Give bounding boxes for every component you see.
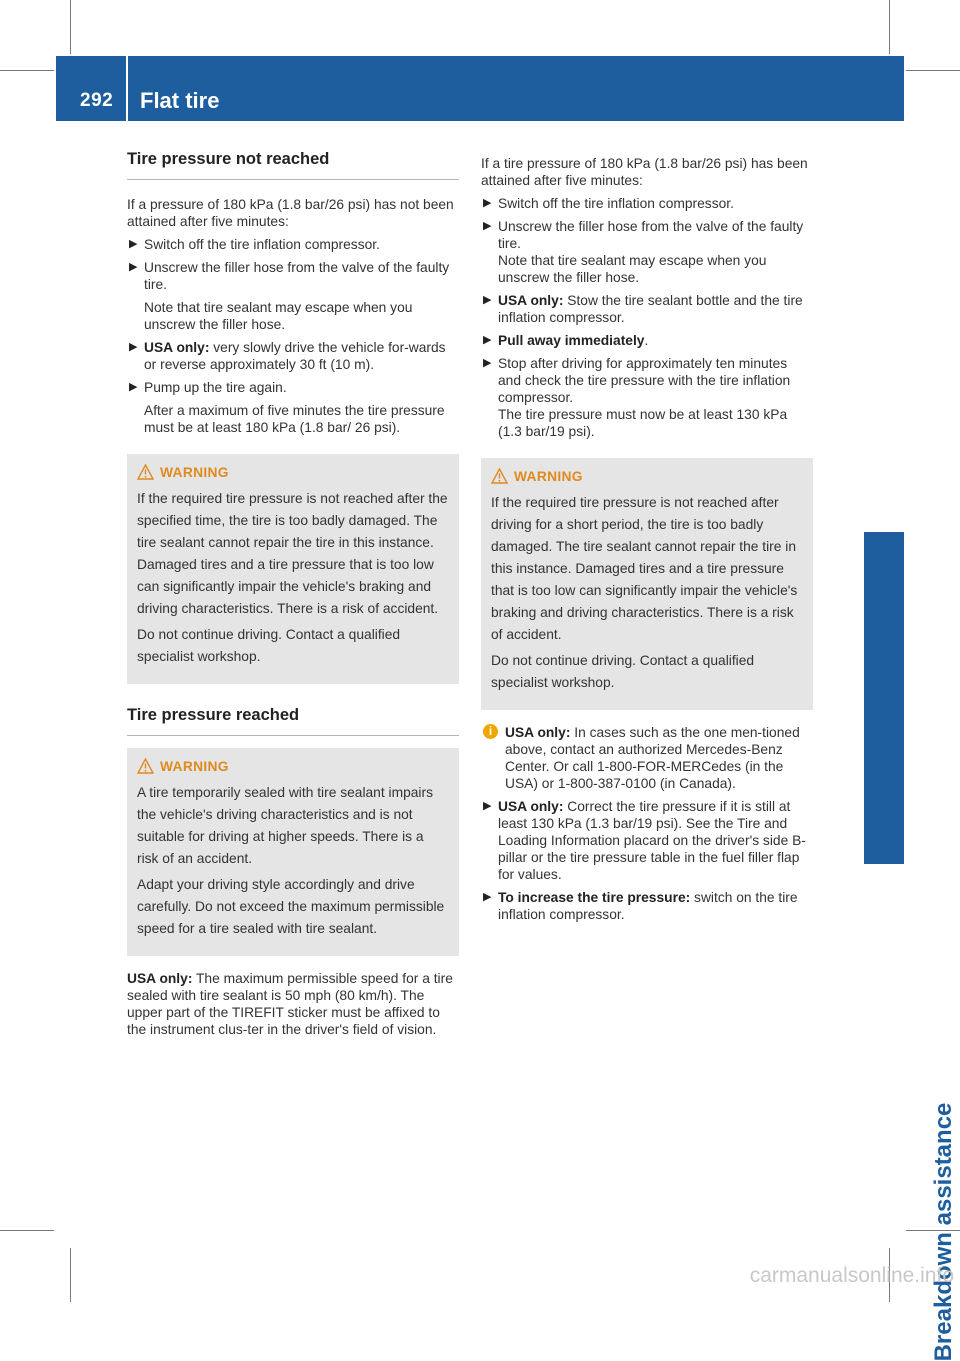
- arrow-icon: ▶: [483, 891, 492, 903]
- warning-title: WARNING: [160, 758, 229, 774]
- step-item: ▶ USA only: very slowly drive the vehicle for-wards or reverse approximately 30 ft (10 m).: [129, 340, 446, 372]
- info-icon: i: [483, 724, 498, 739]
- arrow-icon: ▶: [129, 261, 138, 273]
- arrow-icon: ▶: [483, 220, 492, 232]
- step-item: ▶ Switch off the tire inflation compressor.: [129, 237, 380, 252]
- warning-box: [127, 454, 459, 684]
- step-note: Note that tire sealant may escape when you unscrew the filler hose.: [144, 300, 413, 332]
- arrow-icon: ▶: [483, 294, 492, 306]
- arrow-icon: ▶: [483, 800, 492, 812]
- crop-mark: [70, 1248, 71, 1302]
- heading-tire-pressure-not-reached: Tire pressure not reached: [127, 150, 459, 180]
- arrow-icon: ▶: [129, 341, 138, 353]
- header-divider: [126, 56, 128, 121]
- warning-box: [127, 748, 459, 956]
- intro-paragraph: If a pressure of 180 kPa (1.8 bar/26 psi) has not been attained after five minutes:: [127, 197, 454, 229]
- section-title: Flat tire: [140, 88, 220, 113]
- crop-mark: [70, 0, 71, 54]
- warning-box: [481, 458, 813, 710]
- arrow-icon: ▶: [483, 197, 492, 209]
- arrow-icon: ▶: [483, 334, 492, 346]
- warning-text: If the required tire pressure is not reached after the specified time, the tire is too badly damaged. The tire sealant cannot repair the tire in this instance. Damaged tires and a tire pressure that is too low can significantly impair the vehicle's braking and driving characteristics. There is a risk of accident.: [137, 491, 448, 616]
- arrow-icon: ▶: [129, 381, 138, 393]
- info-note: i USA only: In cases such as the one men-tioned above, contact an authorized Mercedes-Benz Center. Or call 1-800-FOR-MERCedes (in the USA) or 1-800-387-0100 (in Canada).: [481, 724, 813, 792]
- side-tab-label: Breakdown assistance: [930, 1102, 957, 1361]
- heading-tire-pressure-reached: Tire pressure reached: [127, 706, 459, 736]
- crop-mark: [0, 70, 54, 71]
- watermark: carmanualsonline.info: [749, 1264, 954, 1287]
- step-item: ▶ Pull away immediately.: [483, 333, 649, 348]
- warning-text: Adapt your driving style accordingly and drive carefully. Do not exceed the maximum permissible speed for a tire sealed with tire sealant.: [137, 877, 445, 936]
- left-column: [127, 150, 459, 1044]
- warning-title: WARNING: [160, 464, 229, 480]
- page-number: 292: [80, 90, 114, 111]
- crop-mark: [0, 1230, 54, 1231]
- arrow-icon: ▶: [483, 357, 492, 369]
- usa-speed-note: USA only: The maximum permissible speed for a tire sealed with tire sealant is 50 mph (80 km/h). The upper part of the TIREFIT sticker must be affixed to the instrument clus-ter in the driver's field of vision.: [127, 971, 453, 1037]
- step-item: ▶ Unscrew the filler hose from the valve of the faulty tire. Note that tire sealant may escape when you unscrew the filler hose.: [481, 218, 813, 286]
- step-item: ▶ Switch off the tire inflation compressor.: [483, 196, 734, 211]
- step-item: ▶ Pump up the tire again. After a maximum of five minutes the tire pressure must be at least 180 kPa (1.8 bar/ 26 psi).: [127, 379, 459, 436]
- warning-triangle-icon: [491, 468, 508, 484]
- crop-mark: [889, 0, 890, 54]
- step-item: ▶ To increase the tire pressure: switch on the tire inflation compressor.: [483, 890, 798, 922]
- side-tab: [864, 532, 957, 1361]
- right-column: [481, 155, 813, 929]
- step-item: ▶ USA only: Stow the tire sealant bottle and the tire inflation compressor.: [483, 293, 803, 325]
- warning-text: A tire temporarily sealed with tire sealant impairs the vehicle's driving characteristics and is not suitable for driving at higher speeds. There is a risk of an accident.: [137, 785, 433, 866]
- arrow-icon: ▶: [129, 238, 138, 250]
- crop-mark: [906, 70, 960, 71]
- step-note: Note that tire sealant may escape when you unscrew the filler hose.: [498, 253, 767, 285]
- step-note: The tire pressure must now be at least 130 kPa (1.3 bar/19 psi).: [498, 407, 788, 439]
- warning-text: Do not continue driving. Contact a qualified specialist workshop.: [491, 653, 755, 690]
- step-item: ▶ Unscrew the filler hose from the valve of the faulty tire. Note that tire sealant may escape when you unscrew the filler hose.: [127, 259, 459, 333]
- warning-text: Do not continue driving. Contact a qualified specialist workshop.: [137, 627, 401, 664]
- intro-paragraph: If a tire pressure of 180 kPa (1.8 bar/26 psi) has been attained after five minutes:: [481, 156, 808, 188]
- warning-title: WARNING: [514, 468, 583, 484]
- warning-triangle-icon: [137, 464, 154, 480]
- step-item: ▶ USA only: Correct the tire pressure if it is still at least 130 kPa (1.3 bar/19 psi). See the Tire and Loading Information placard on the driver's side B-pillar or the tire pressure table in the fuel filler flap for values.: [483, 799, 806, 882]
- warning-text: If the required tire pressure is not reached after driving for a short period, the tire is too badly damaged. The tire sealant cannot repair the tire in this instance. Damaged tires and a tire pressure that is too low can significantly impair the vehicle's braking and driving characteristics. There is a risk of accident.: [491, 495, 798, 642]
- step-item: ▶ Stop after driving for approximately ten minutes and check the tire pressure with the tire inflation compressor. The tire pressure must now be at least 130 kPa (1.3 bar/19 psi).: [481, 355, 813, 440]
- step-note: After a maximum of five minutes the tire pressure must be at least 180 kPa (1.8 bar/ 26 psi).: [144, 403, 445, 435]
- warning-triangle-icon: [137, 758, 154, 774]
